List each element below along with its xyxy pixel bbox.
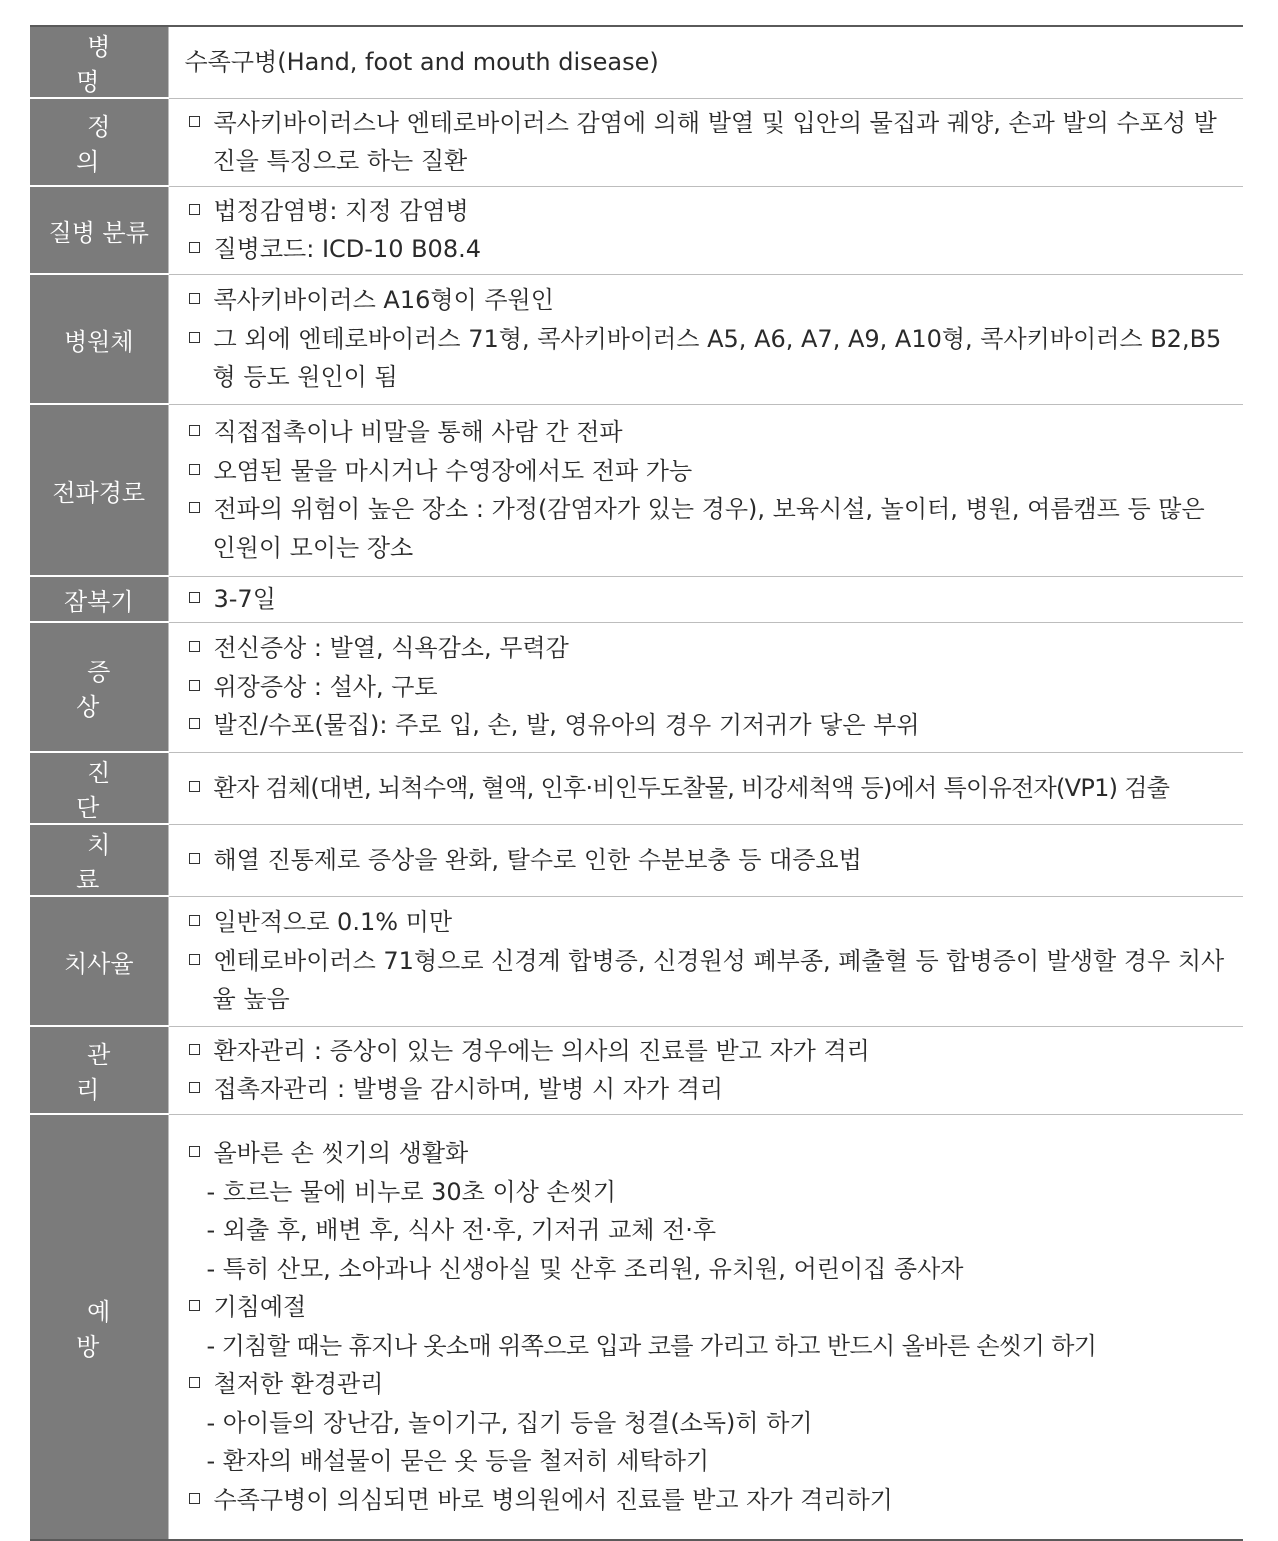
list-item: 엔테로바이러스 71형으로 신경계 합병증, 신경원성 폐부종, 폐출혈 등 합병증이 발생할 경우 치사율 높음 (189, 942, 1236, 1019)
bullet-square-icon (189, 853, 200, 864)
bullet-square-icon (189, 204, 200, 215)
bullet-square-icon (189, 592, 200, 603)
list-item: 수족구병이 의심되면 바로 병의원에서 진료를 받고 자가 격리하기 (189, 1481, 1236, 1520)
list-item: 직접접촉이나 비말을 통해 사람 간 전파 (189, 413, 1236, 452)
label-transmission: 전파경로 (30, 404, 168, 576)
label-management: 관 리 (30, 1026, 168, 1114)
bullet-square-icon (189, 502, 200, 513)
bullet-square-icon (189, 718, 200, 729)
bullet-square-icon (189, 1082, 200, 1093)
bullet-square-icon (189, 641, 200, 652)
bullet-square-icon (189, 1044, 200, 1055)
bullet-square-icon (189, 680, 200, 691)
list-item: 콕사키바이러스나 엔테로바이러스 감염에 의해 발열 및 입안의 물집과 궤양, 손과 발의 수포성 발진을 특징으로 하는 질환 (189, 104, 1236, 181)
label-incubation: 잠복기 (30, 576, 168, 622)
list-item: 3-7일 (189, 580, 1236, 619)
list-item: 발진/수포(물집): 주로 입, 손, 발, 영유아의 경우 기저귀가 닿은 부위 (189, 706, 1236, 745)
list-item: 오염된 물을 마시거나 수영장에서도 전파 가능 (189, 452, 1236, 491)
bullet-square-icon (189, 116, 200, 127)
row-fatality (30, 896, 1243, 1026)
list-item: 전파의 위험이 높은 장소 : 가정(감염자가 있는 경우), 보육시설, 놀이터, 병원, 여름캠프 등 많은 인원이 모이는 장소 (189, 490, 1236, 567)
row-incubation (30, 576, 1243, 622)
bullet-square-icon (189, 781, 200, 792)
sub-item: - 외출 후, 배변 후, 식사 전·후, 기저귀 교체 전·후 (206, 1216, 717, 1245)
label-treatment: 치 료 (30, 824, 168, 896)
label-definition: 정 의 (30, 98, 168, 186)
list-item: 질병코드: ICD-10 B08.4 (189, 230, 1236, 269)
label-diagnosis: 진 단 (30, 752, 168, 824)
bullet-square-icon (189, 425, 200, 436)
label-prevention: 예 방 (30, 1114, 168, 1540)
label-name: 병 명 (30, 26, 168, 98)
label-fatality: 치사율 (30, 896, 168, 1026)
list-item: 환자 검체(대변, 뇌척수액, 혈액, 인후·비인두도찰물, 비강세척액 등)에서 특이유전자(VP1) 검출 (189, 769, 1236, 808)
sub-item: - 환자의 배설물이 묻은 옷 등을 철저히 세탁하기 (206, 1447, 710, 1476)
list-item: 기침예절 (189, 1288, 1236, 1327)
list-item: 콕사키바이러스 A16형이 주원인 (189, 281, 1236, 320)
sub-item: - 아이들의 장난감, 놀이기구, 집기 등을 청결(소독)히 하기 (206, 1408, 813, 1437)
label-classification: 질병 분류 (30, 186, 168, 274)
bullet-square-icon (189, 1377, 200, 1388)
row-transmission (30, 404, 1243, 576)
row-symptoms (30, 622, 1243, 752)
disease-name: 수족구병(Hand, foot and mouth disease) (168, 26, 1243, 98)
list-item: 법정감염병: 지정 감염병 (189, 192, 1236, 231)
sub-item: - 기침할 때는 휴지나 옷소매 위쪽으로 입과 코를 가리고 하고 반드시 올바른 손씻기 하기 (206, 1331, 1097, 1360)
row-classification (30, 186, 1243, 274)
bullet-square-icon (189, 954, 200, 965)
bullet-square-icon (189, 332, 200, 343)
bullet-square-icon (189, 242, 200, 253)
row-prevention (30, 1114, 1243, 1540)
list-item: 위장증상 : 설사, 구토 (189, 668, 1236, 707)
label-symptoms: 증 상 (30, 622, 168, 752)
label-pathogen: 병원체 (30, 274, 168, 404)
list-item: 환자관리 : 증상이 있는 경우에는 의사의 진료를 받고 자가 격리 (189, 1032, 1236, 1071)
list-item: 철저한 환경관리 (189, 1365, 1236, 1404)
bullet-square-icon (189, 1493, 200, 1504)
row-definition (30, 98, 1243, 186)
bullet-square-icon (189, 293, 200, 304)
row-name (30, 26, 1243, 98)
sub-item: - 흐르는 물에 비누로 30초 이상 손씻기 (206, 1177, 617, 1206)
disease-info-table (30, 25, 1243, 1541)
list-item: 그 외에 엔테로바이러스 71형, 콕사키바이러스 A5, A6, A7, A9, A10형, 콕사키바이러스 B2,B5형 등도 원인이 됨 (189, 320, 1236, 397)
bullet-square-icon (189, 464, 200, 475)
list-item: 올바른 손 씻기의 생활화 (189, 1134, 1236, 1173)
disease-info-sheet (30, 25, 1243, 1541)
bullet-square-icon (189, 1146, 200, 1157)
bullet-square-icon (189, 915, 200, 926)
bullet-square-icon (189, 1300, 200, 1311)
list-item: 접촉자관리 : 발병을 감시하며, 발병 시 자가 격리 (189, 1070, 1236, 1109)
row-diagnosis (30, 752, 1243, 824)
list-item: 전신증상 : 발열, 식욕감소, 무력감 (189, 629, 1236, 668)
row-pathogen (30, 274, 1243, 404)
sub-item: - 특히 산모, 소아과나 신생아실 및 산후 조리원, 유치원, 어린이집 종사자 (206, 1254, 964, 1283)
list-item: 일반적으로 0.1% 미만 (189, 903, 1236, 942)
list-item: 해열 진통제로 증상을 완화, 탈수로 인한 수분보충 등 대증요법 (189, 841, 1236, 880)
row-management (30, 1026, 1243, 1114)
row-treatment (30, 824, 1243, 896)
